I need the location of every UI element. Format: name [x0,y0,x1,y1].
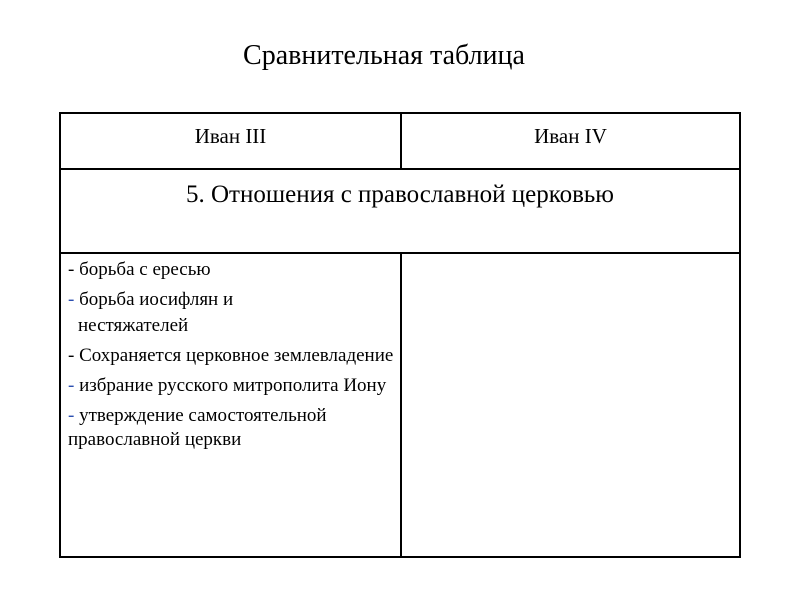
list-item-text: утверждение самостоятельной православной церкви [68,405,327,450]
list-dash: - [68,345,75,366]
ivan-iii-list [61,252,400,452]
list-item-text: Сохраняется церковное землевладение [79,345,394,366]
table-header-row [61,114,739,170]
list-item-text: борьба с ересью [79,259,211,280]
ivan-iii-cell [61,252,402,556]
list-item [68,288,396,312]
list-item [68,374,396,398]
list-dash: - [68,259,75,280]
slide-title: Сравнительная таблица [243,40,525,71]
list-item [68,404,396,452]
list-dash: - [68,405,75,426]
header-ivan-iii: Иван III [61,114,402,168]
list-item-text: избрание русского митрополита Иону [79,375,387,396]
list-item [68,314,396,338]
list-dash: - [68,375,75,396]
list-item-text: борьба иосифлян и [79,289,234,310]
list-item [68,258,396,282]
content-row [61,252,739,556]
section-row [61,168,739,254]
list-item [68,344,396,368]
ivan-iv-cell [402,252,739,556]
list-dash: - [68,289,75,310]
list-item-text: нестяжателей [78,315,189,336]
header-ivan-iv: Иван IV [534,124,607,148]
section-heading: 5. Отношения с православной церковью [185,181,614,208]
comparison-table [59,112,741,558]
